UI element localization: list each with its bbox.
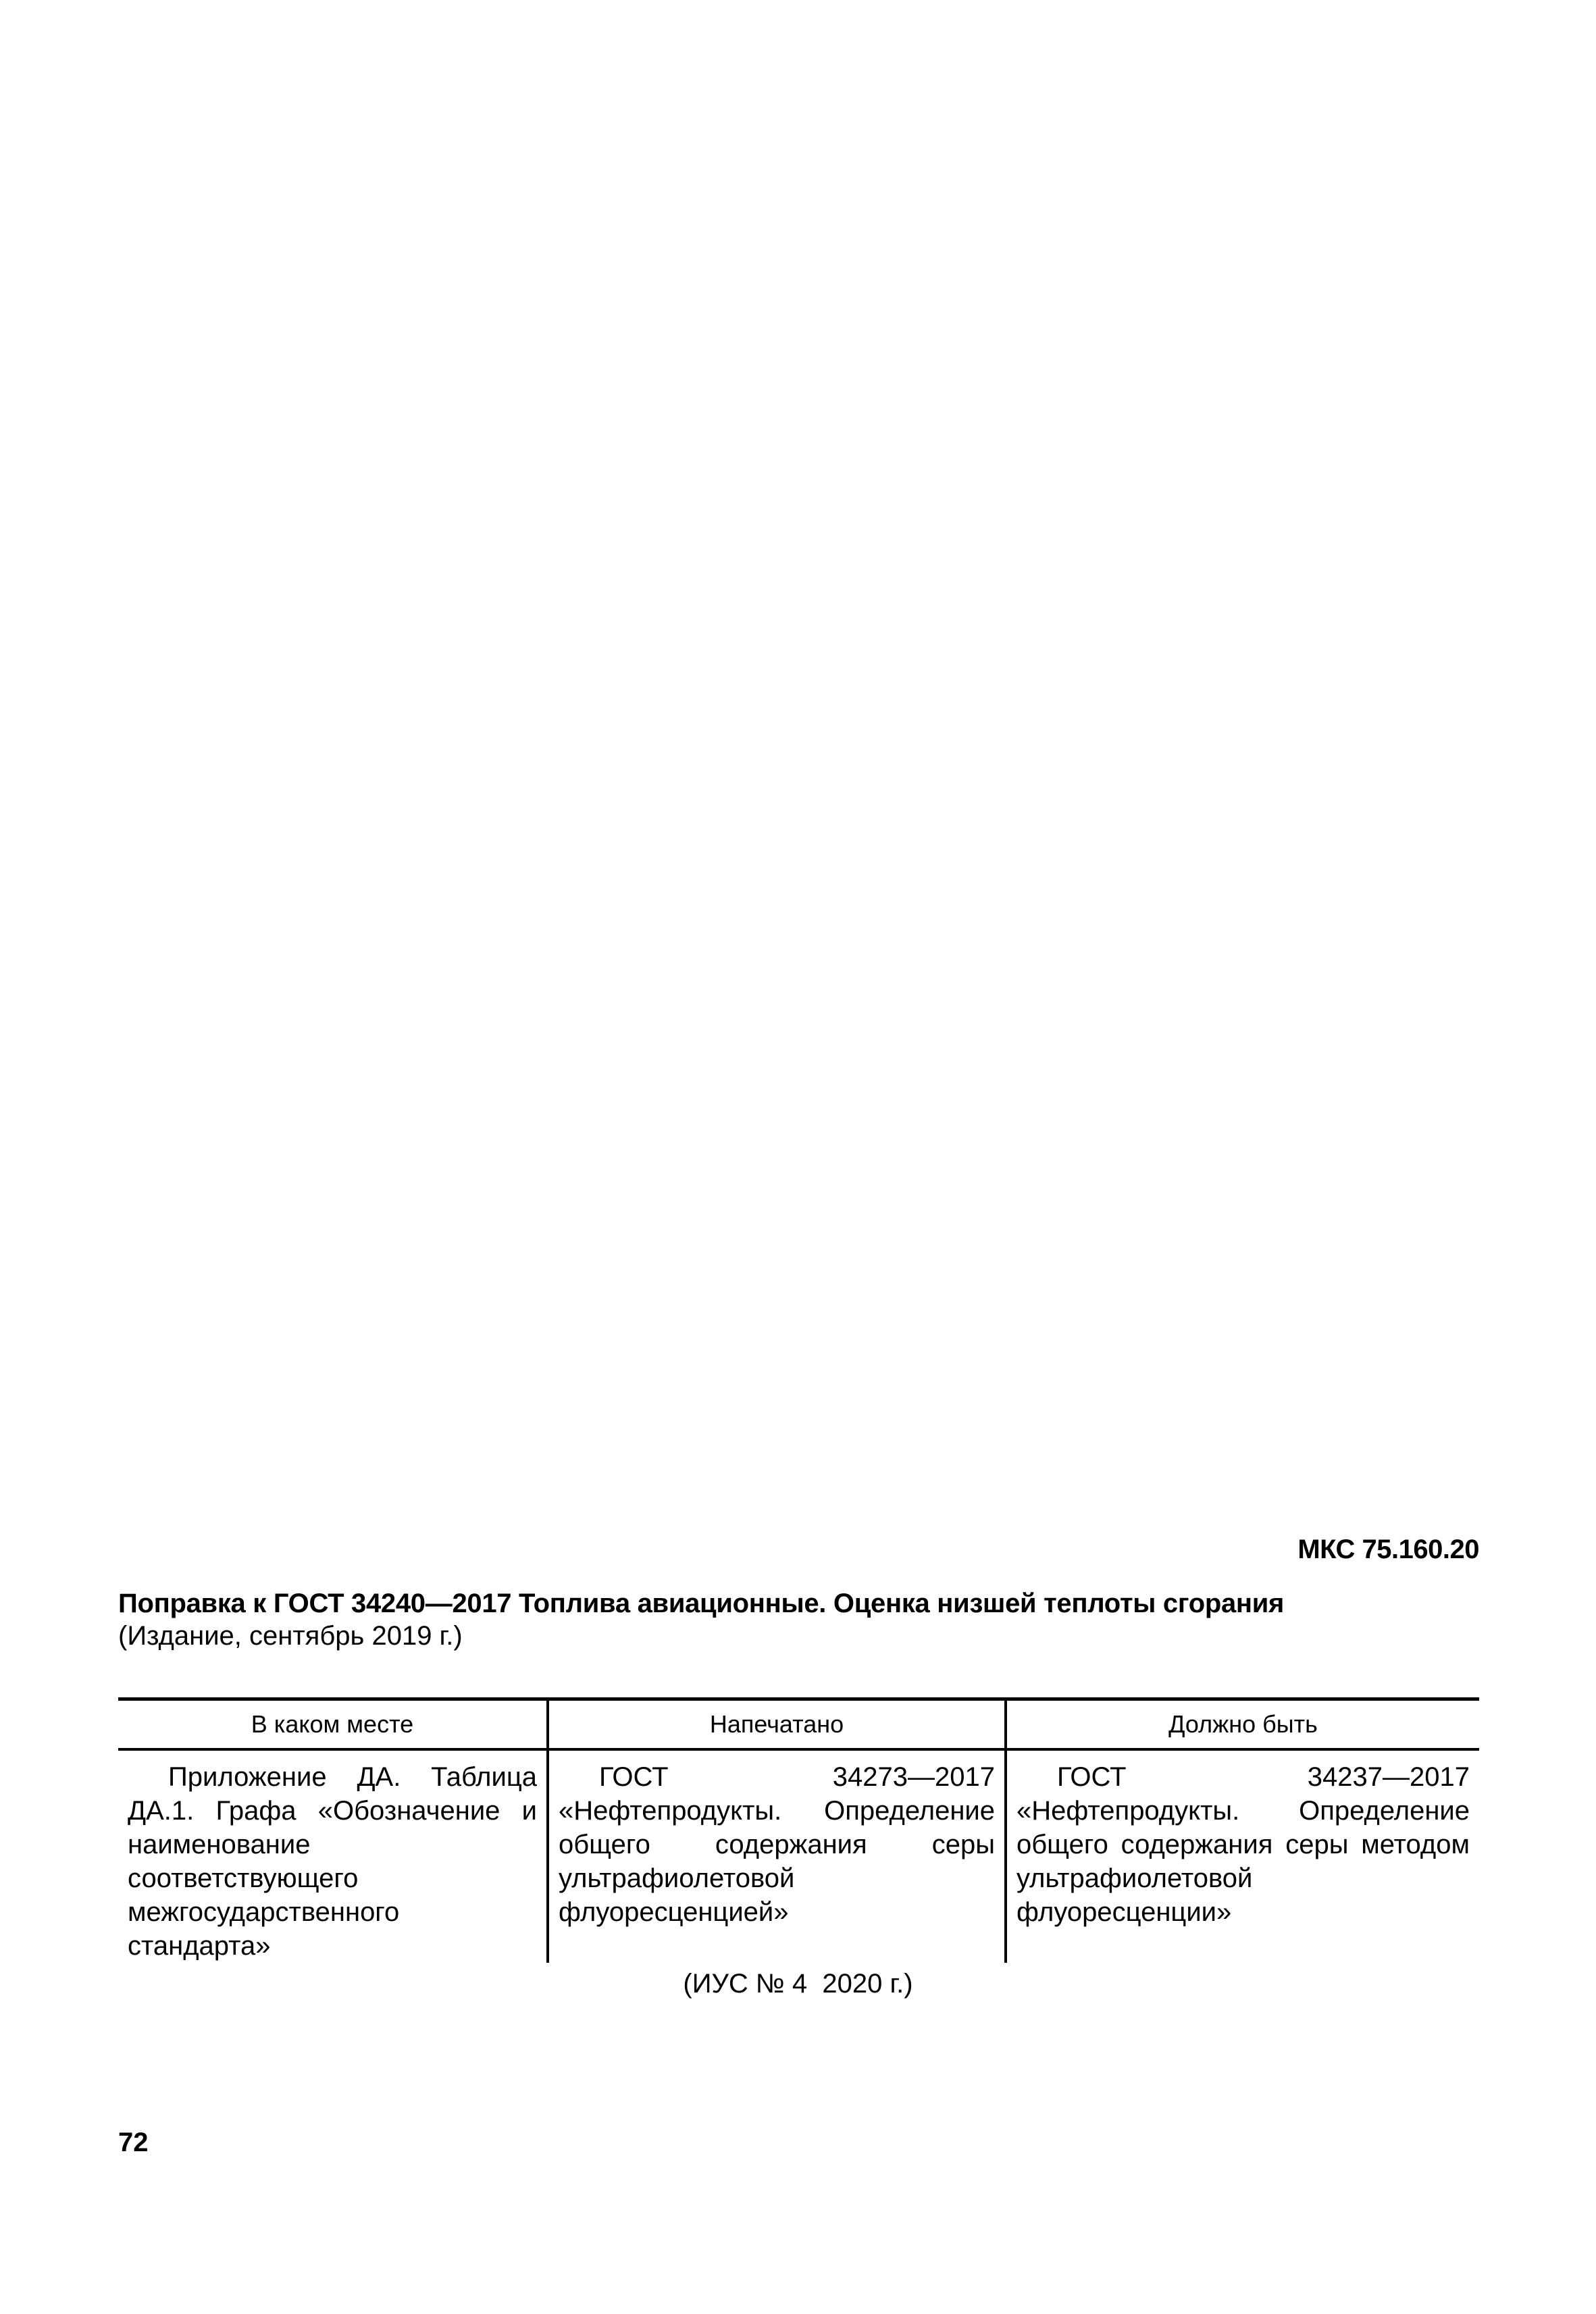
cell-printed-text: ГОСТ 34273—2017 «Нефтепродукты. Определение общего содержания серы ультрафиолетовой флуоресценцией» [559, 1762, 995, 1927]
column-header-should-be: Должно быть [1006, 1699, 1479, 1750]
table-header-row [118, 1699, 1479, 1750]
amendment-title: Поправка к ГОСТ 34240—2017 Топлива авиационные. Оценка низшей теплоты сгорания [118, 1589, 1285, 1618]
cell-location-text: Приложение ДА. Таблица ДА.1. Графа «Обозначение и наименование соответствующего межгосударственного стандарта» [128, 1762, 537, 1961]
cell-should-be [1006, 1749, 1479, 1963]
table-row [118, 1749, 1479, 1963]
cell-location [118, 1749, 548, 1963]
cell-should-be-text: ГОСТ 34237—2017 «Нефтепродукты. Определение общего содержания серы методом ультрафиолетовой флуоресценции» [1016, 1762, 1470, 1927]
page-number: 72 [118, 2128, 149, 2157]
column-header-location: В каком месте [251, 1710, 414, 1738]
ius-reference: (ИУС № 4 2020 г.) [683, 1969, 913, 1999]
column-header-printed: Напечатано [548, 1699, 1006, 1750]
amendment-table [118, 1697, 1479, 1963]
ius-reference-container [0, 1969, 1596, 1999]
classification-code: МКС 75.160.20 [1297, 1535, 1479, 1564]
edition-note: (Издание, сентябрь 2019 г.) [118, 1621, 463, 1651]
cell-printed [548, 1749, 1006, 1963]
